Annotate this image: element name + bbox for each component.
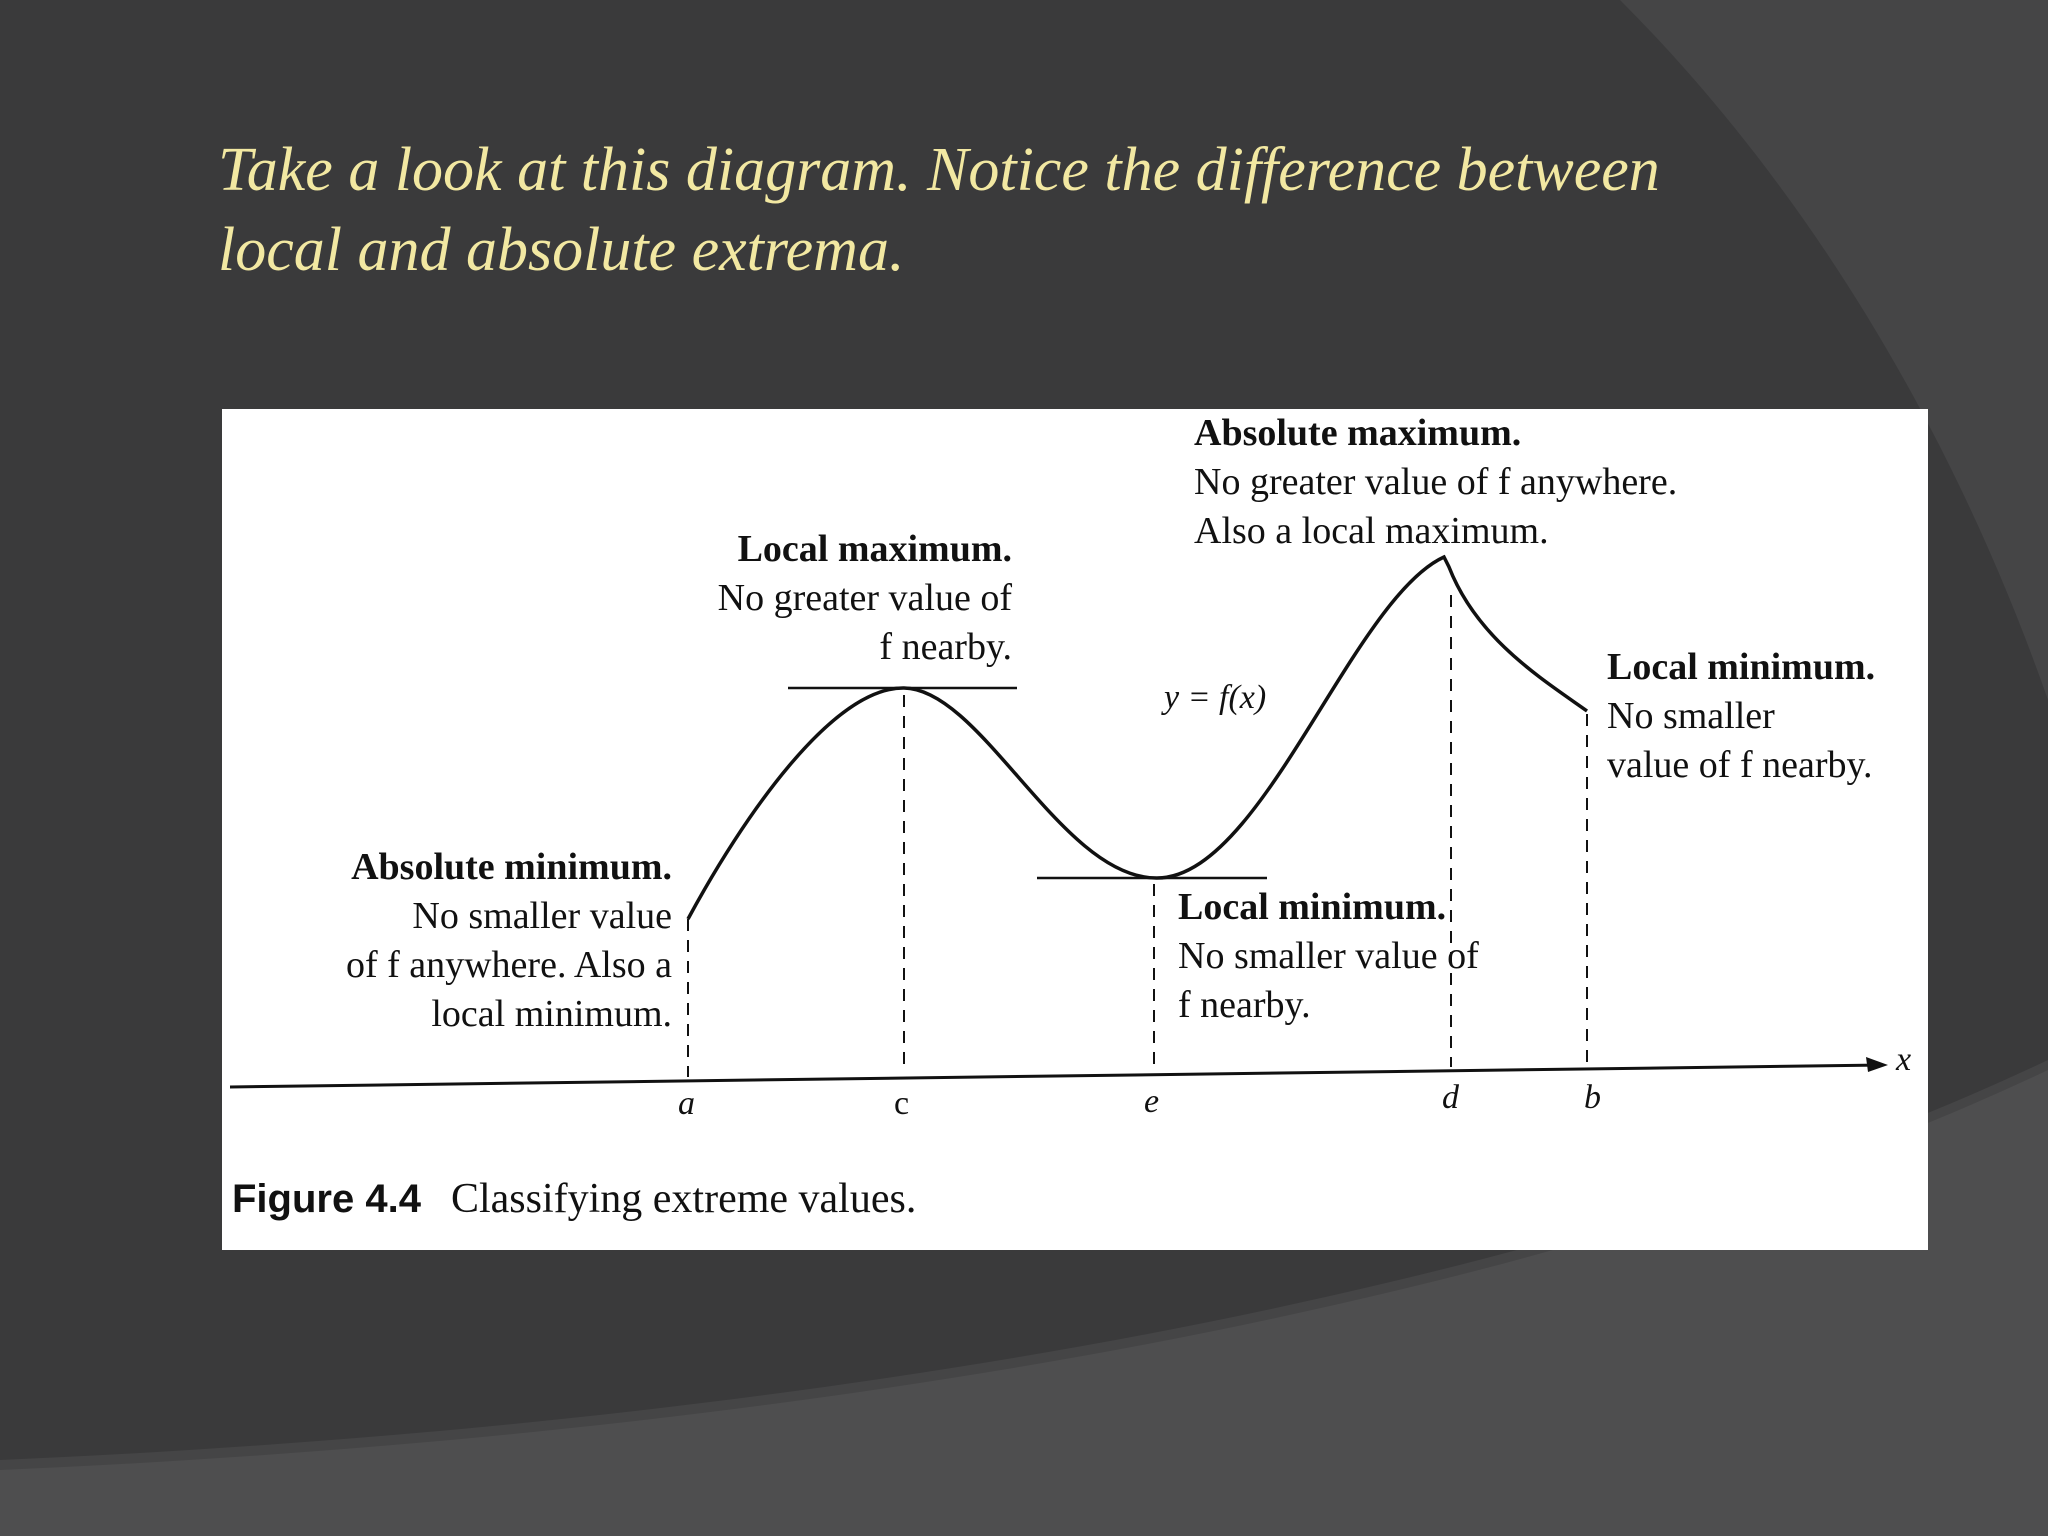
axis-label-d: d bbox=[1442, 1079, 1459, 1116]
extrema-diagram bbox=[222, 409, 1928, 1250]
x-axis bbox=[230, 1065, 1884, 1087]
axis-label-x: x bbox=[1896, 1041, 1912, 1078]
title-line: local and absolute extrema. bbox=[218, 216, 905, 284]
slide-title bbox=[218, 130, 1858, 290]
title-line: Take a look at this diagram. Notice the difference between bbox=[218, 136, 1660, 204]
axis-label-a: a bbox=[678, 1085, 695, 1122]
local-minimum-center-annotation: Local minimum. No smaller value of f nearby. bbox=[1178, 886, 1479, 1026]
axis-label-e: e bbox=[1144, 1083, 1160, 1120]
local-minimum-right-annotation: Local minimum. No smaller value of f nearby. bbox=[1607, 646, 1876, 786]
figure-caption bbox=[232, 1175, 916, 1223]
absolute-minimum-annotation: Absolute minimum. No smaller value of f anywhere. Also a local minimum. bbox=[345, 846, 672, 1035]
x-axis-arrowhead bbox=[1866, 1057, 1888, 1072]
axis-label-b: b bbox=[1584, 1079, 1601, 1116]
caption-label: Figure 4.4 bbox=[232, 1177, 421, 1221]
absolute-maximum-annotation: Absolute maximum. No greater value of f anywhere. Also a local maximum. bbox=[1194, 412, 1678, 552]
caption-text: Classifying extreme values. bbox=[450, 1176, 917, 1222]
local-maximum-annotation: Local maximum. No greater value of f nearby. bbox=[717, 528, 1012, 668]
curve-label: y = f(x) bbox=[1164, 679, 1267, 716]
axis-label-c: c bbox=[894, 1085, 910, 1122]
